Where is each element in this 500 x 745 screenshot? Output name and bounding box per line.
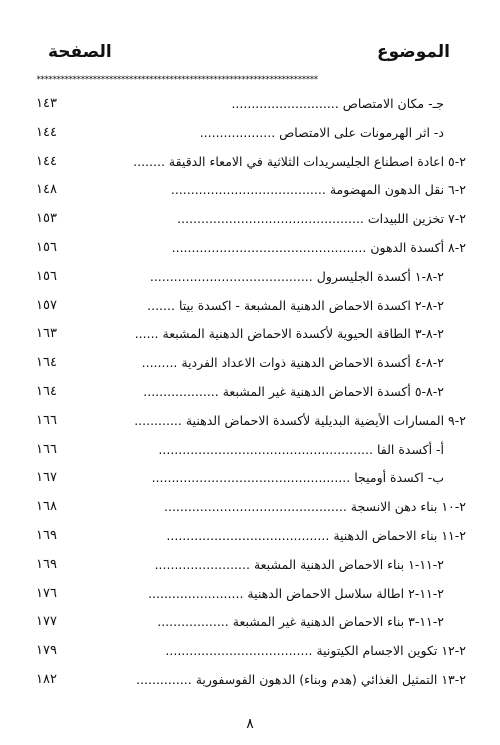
toc-entry-title: ٢-٨-٥ أكسدة الاحماض الدهنية غير المشبعة bbox=[222, 383, 444, 399]
leader-dots: ........................ bbox=[148, 585, 244, 601]
toc-entry-title: ٢-١٠ بناء دهن الانسجة bbox=[350, 499, 466, 515]
leader-dots: ..................................... bbox=[165, 643, 313, 659]
toc-entry-title: ٢-١١-٣ بناء الاحماض الدهنية غير المشبعة bbox=[232, 614, 444, 630]
toc-page-number: ١٥٦ bbox=[36, 268, 57, 284]
toc-entry bbox=[165, 642, 466, 660]
leader-dots: .................................................. bbox=[151, 470, 351, 486]
toc-row bbox=[30, 495, 470, 524]
leader-dots: ................... bbox=[199, 124, 276, 140]
leader-dots: ......................................... bbox=[149, 268, 313, 284]
toc-page-number: ١٦٩ bbox=[36, 527, 57, 543]
leader-dots: ........ bbox=[133, 153, 165, 169]
toc-page-number: ١٥٧ bbox=[36, 297, 57, 313]
toc-entry bbox=[177, 210, 466, 228]
toc-page-number: ١٦٣ bbox=[36, 326, 57, 342]
toc-row bbox=[30, 236, 470, 265]
toc-entry-title: د- اثر الهرمونات على الامتصاص bbox=[279, 124, 444, 140]
toc-row bbox=[30, 265, 470, 294]
toc-entry-title: ٢-٨-١ أكسدة الجليسرول bbox=[316, 268, 444, 284]
toc-row bbox=[30, 380, 470, 409]
toc-entry-title: ٢-٥ اعادة اصطناع الجليسريدات الثلاثية في الامعاء الدقيقة bbox=[168, 153, 466, 169]
leader-dots: .................. bbox=[157, 614, 229, 630]
toc-entry bbox=[142, 354, 444, 372]
toc-entry-title: ٢-٧ تخزين اللبيدات bbox=[367, 211, 466, 227]
leader-dots: .............................................. bbox=[164, 499, 347, 515]
topic-column-heading: الموضوع bbox=[377, 42, 450, 62]
toc-entry bbox=[158, 441, 444, 459]
toc-entry-title: أ- أكسدة الفا bbox=[376, 441, 444, 457]
toc-row bbox=[30, 150, 470, 179]
toc-entry bbox=[200, 124, 444, 142]
toc-page-number: ١٦٧ bbox=[36, 470, 57, 486]
leader-dots: ...................................................... bbox=[158, 441, 373, 457]
toc-entry bbox=[231, 95, 444, 113]
toc-page-number: ١٤٨ bbox=[36, 182, 57, 198]
toc-entry bbox=[136, 671, 466, 689]
toc-page-number: ١٧٩ bbox=[36, 643, 57, 659]
toc-entry-title: ٢-١١-٢ اطالة سلاسل الاحماض الدهنية bbox=[247, 585, 444, 601]
toc-entry bbox=[150, 268, 444, 286]
leader-dots: ...... bbox=[134, 326, 159, 342]
leader-dots: ......................................... bbox=[166, 527, 330, 543]
toc-page-number: ١٨٢ bbox=[36, 671, 57, 687]
toc-entry-title: ٢-١٣ التمثيل الغذائي (هدم وبناء) الدهون الفوسفورية bbox=[195, 671, 466, 687]
toc-row bbox=[30, 294, 470, 323]
leader-dots: ....................................... bbox=[170, 182, 326, 198]
toc-page-number: ١٦٤ bbox=[36, 355, 57, 371]
toc-row bbox=[30, 639, 470, 668]
toc-row bbox=[30, 178, 470, 207]
toc-page-number: ١٦٤ bbox=[36, 383, 57, 399]
toc-page-number: ١٤٣ bbox=[36, 96, 57, 111]
toc-page-number: ١٤٤ bbox=[36, 153, 57, 169]
toc-page-number: ١٦٩ bbox=[36, 556, 57, 572]
star-separator: ********************************************************************** bbox=[36, 75, 318, 85]
toc-entry-title: ٢-٨-٢ اكسدة الاحماض الدهنية المشبعة - اكسدة بيتا bbox=[178, 297, 444, 313]
toc-entry-title: ٢-١١-١ بناء الاحماض الدهنية المشبعة bbox=[253, 556, 444, 572]
toc-row bbox=[30, 351, 470, 380]
toc-entry-title: ٢-٩ المسارات الأيضية البديلية لأكسدة الاحماض الدهنية bbox=[185, 412, 466, 428]
toc-row bbox=[30, 610, 470, 639]
toc-page-number: ١٥٦ bbox=[36, 239, 57, 255]
toc-row bbox=[30, 553, 470, 582]
toc-page-number: ١٦٨ bbox=[36, 499, 57, 515]
toc-entry-title: ٢-٨-٣ الطاقة الحيوية لأكسدة الاحماض الدهنية المشبعة bbox=[162, 326, 444, 342]
toc-page-number: ١٥٣ bbox=[36, 211, 57, 227]
toc-entry-title: ٢-١٢ تكوين الاجسام الكيتونية bbox=[316, 643, 466, 659]
toc-entry bbox=[134, 412, 466, 430]
toc-entry-title: جـ- مكان الامتصاص bbox=[342, 96, 444, 111]
toc-header bbox=[40, 42, 460, 68]
toc-entry bbox=[148, 585, 444, 603]
toc-entry-title: ب- اكسدة أوميجا bbox=[354, 470, 444, 486]
toc-entry bbox=[172, 239, 466, 257]
leader-dots: ......... bbox=[141, 355, 178, 371]
page-footer-number: ٨ bbox=[246, 716, 254, 732]
leader-dots: ....... bbox=[147, 297, 175, 313]
toc-entry-title: ٢-٨-٤ أكسدة الاحماض الدهنية ذوات الاعداد الفردية bbox=[181, 355, 444, 371]
toc-page-number: ١٧٧ bbox=[36, 614, 57, 630]
toc-row bbox=[30, 207, 470, 236]
toc-entry bbox=[157, 613, 444, 631]
toc-row bbox=[30, 92, 470, 121]
toc-row bbox=[30, 466, 470, 495]
toc-row bbox=[30, 409, 470, 438]
toc-page-number: ١٦٦ bbox=[36, 441, 57, 457]
leader-dots: ............ bbox=[134, 412, 182, 428]
toc-entry bbox=[152, 469, 444, 487]
toc-entry bbox=[164, 498, 466, 516]
leader-dots: ........................... bbox=[231, 96, 339, 111]
toc-row bbox=[30, 524, 470, 553]
toc-entry bbox=[133, 153, 466, 171]
leader-dots: ........................ bbox=[154, 556, 250, 572]
toc-entry bbox=[147, 297, 444, 315]
toc-entry bbox=[143, 383, 444, 401]
toc-entry bbox=[166, 527, 466, 545]
table-of-contents bbox=[30, 92, 470, 697]
leader-dots: ................... bbox=[143, 383, 219, 399]
toc-entry bbox=[171, 181, 466, 199]
toc-row bbox=[30, 582, 470, 611]
toc-row bbox=[30, 668, 470, 697]
leader-dots: .............. bbox=[136, 671, 192, 687]
toc-page-number: ١٦٦ bbox=[36, 412, 57, 428]
toc-entry bbox=[135, 325, 444, 343]
toc-entry-title: ٢-٨ أكسدة الدهون bbox=[370, 239, 466, 255]
toc-entry bbox=[155, 556, 444, 574]
toc-page-number: ١٧٦ bbox=[36, 585, 57, 601]
toc-row bbox=[30, 438, 470, 467]
toc-row bbox=[30, 322, 470, 351]
toc-entry-title: ٢-١١ بناء الاحماض الدهنية bbox=[333, 527, 466, 543]
leader-dots: ................................................. bbox=[171, 239, 367, 255]
toc-entry-title: ٢-٦ نقل الدهون المهضومة bbox=[329, 182, 466, 198]
page-column-heading: الصفحة bbox=[48, 42, 112, 62]
leader-dots: ............................................... bbox=[177, 211, 364, 227]
toc-page-number: ١٤٤ bbox=[36, 124, 57, 140]
toc-row bbox=[30, 121, 470, 150]
